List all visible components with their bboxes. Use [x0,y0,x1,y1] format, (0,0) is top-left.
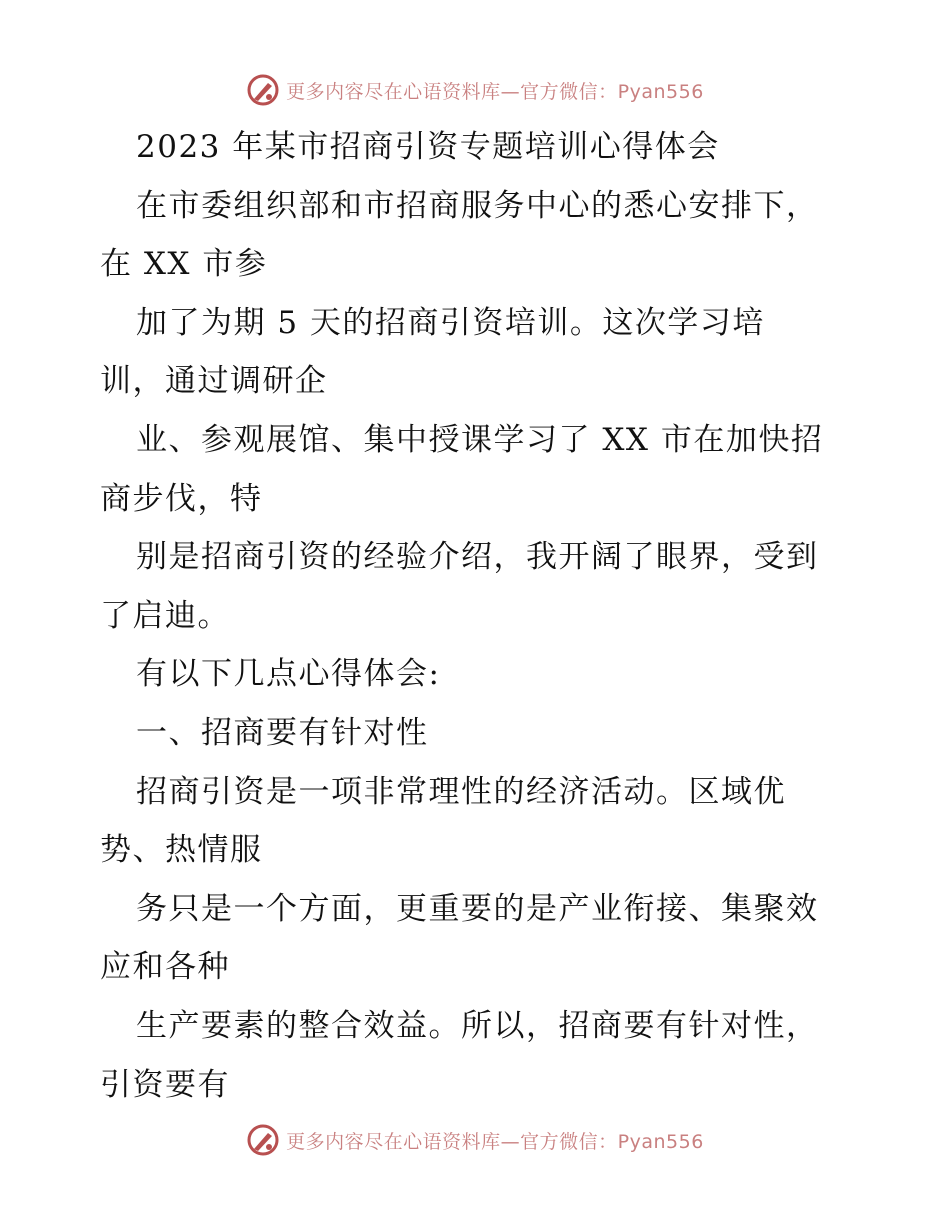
text-line: 应和各种 [100,949,230,986]
text-line: 生产要素的整合效益。所以，招商要有针对性， [136,1007,819,1044]
pen-logo-icon [246,1123,280,1157]
text-line: 势、热情服 [100,832,263,869]
text-line: 了启迪。 [100,597,230,634]
footer-watermark [0,1120,950,1160]
pen-logo-icon [246,73,280,107]
text-line: 加了为期 5 天的招商引资培训。这次学习培 [136,304,765,341]
text-line: 业、参观展馆、集中授课学习了 XX 市在加快招 [136,421,824,458]
header-watermark [0,70,950,110]
text-line: 在市委组织部和市招商服务中心的悉心安排下， [136,187,819,224]
header-watermark-text: 更多内容尽在心语资料库—官方微信：Pyan556 [286,80,704,103]
document-title: 2023 年某市招商引资专题培训心得体会 [136,129,720,165]
footer-watermark-text: 更多内容尽在心语资料库—官方微信：Pyan556 [286,1130,704,1153]
section-heading: 一、招商要有针对性 [136,714,429,751]
text-line: 有以下几点心得体会: [136,656,441,693]
text-line: 训，通过调研企 [100,363,328,400]
text-line: 商步伐，特 [100,480,263,517]
text-line: 招商引资是一项非常理性的经济活动。区域优 [136,773,786,810]
document-body [100,118,860,1114]
text-line: 引资要有 [100,1066,230,1103]
text-line: 在 XX 市参 [100,246,268,283]
text-line: 别是招商引资的经验介绍，我开阔了眼界，受到 [136,539,819,576]
text-line: 务只是一个方面，更重要的是产业衔接、集聚效 [136,890,819,927]
